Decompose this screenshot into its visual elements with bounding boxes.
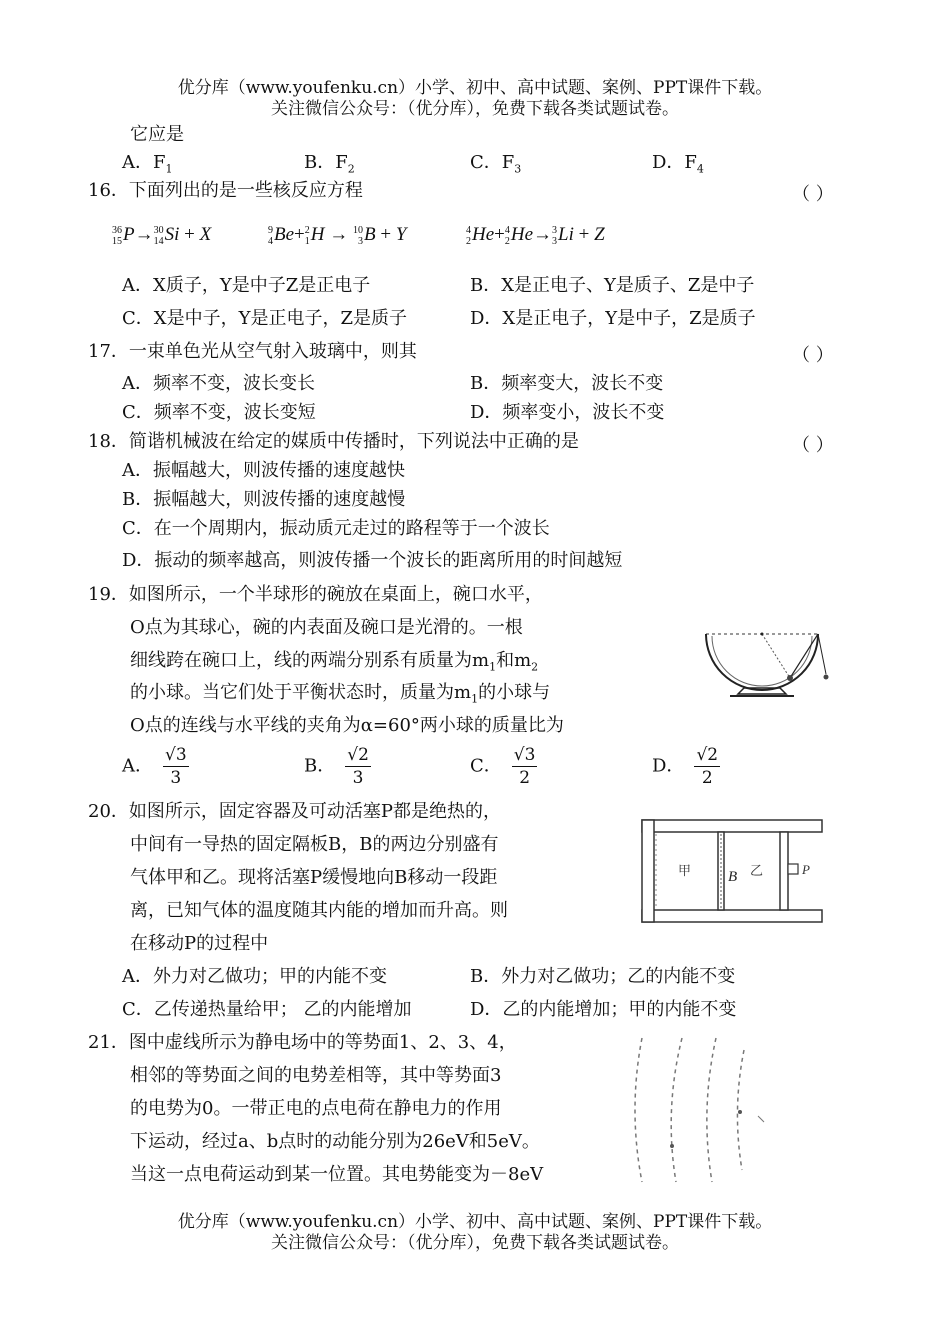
- q20-option-a: A．外力对乙做功；甲的内能不变: [122, 966, 387, 987]
- q17-stem: 17．一束单色光从空气射入玻璃中，则其: [88, 341, 417, 362]
- q20-label-p: P: [802, 862, 810, 877]
- q20-option-d: D．乙的内能增加；甲的内能不变: [470, 999, 737, 1020]
- q15-option-a: A．$F_1$: [122, 152, 173, 176]
- q17-option-b: B．频率变大，波长不变: [470, 373, 664, 394]
- q18-option-d: D．振动的频率越高，则波传播一个波长的距离所用的时间越短: [122, 550, 623, 571]
- q19-line-4: 的小球。当它们处于平衡状态时，质量为$m_1$的小球与: [130, 682, 551, 706]
- q16-equation-3: 4 2 He+ 4 2 He→ 3 3 Li + Z: [466, 224, 605, 247]
- q20-label-jia: 甲: [678, 864, 692, 879]
- q21-line-1: 21．图中虚线所示为静电场中的等势面1、2、3、4，: [88, 1032, 517, 1053]
- q20-line-3: 气体甲和乙。现将活塞P缓慢地向B移动一段距: [130, 867, 498, 888]
- q17-option-d: D．频率变小，波长不变: [470, 402, 665, 423]
- q15-option-b: B．$F_2$: [304, 152, 355, 176]
- q16-stem: 16．下面列出的是一些核反应方程: [88, 180, 363, 201]
- q18-option-c: C．在一个周期内，振动质元走过的路程等于一个波长: [122, 518, 550, 539]
- q16-option-c: C．X是中子，Y是正电子，Z是质子: [122, 308, 407, 329]
- q16-answer-paren: （ ）: [792, 184, 834, 205]
- q19-line-5: O点的连线与水平线的夹角为α=60°两小球的质量比为: [130, 715, 564, 736]
- q21-line-4: 下运动，经过a、b点时的动能分别为26eV和5eV。: [130, 1131, 540, 1152]
- q21-line-2: 相邻的等势面之间的电势差相等，其中等势面3: [130, 1065, 502, 1086]
- q20-container-figure: [640, 818, 825, 924]
- q21-equipotential-figure: [620, 1030, 770, 1190]
- q16-equation-2: 9 4 Be+ 2 1 H → 10 3 B + Y: [268, 224, 407, 247]
- q20-line-1: 20．如图所示，固定容器及可动活塞P都是绝热的，: [88, 801, 502, 822]
- q19-option-b: B． $\frac{√2}{3}$: [304, 745, 369, 788]
- q16-option-a: A．X质子，Y是中子Z是正电子: [122, 275, 371, 296]
- q20-line-2: 中间有一导热的固定隔板B，B的两边分别盛有: [130, 834, 499, 855]
- q21-line-5: 当这一点电荷运动到某一位置。其电势能变为－8eV: [130, 1164, 544, 1185]
- q20-label-b: B: [728, 869, 738, 885]
- q18-stem: 18．简谐机械波在给定的媒质中传播时，下列说法中正确的是: [88, 431, 579, 452]
- q17-answer-paren: （ ）: [792, 345, 834, 366]
- q17-option-c: C．频率不变，波长变短: [122, 402, 316, 423]
- q16-option-d: D．X是正电子，Y是中子，Z是质子: [470, 308, 756, 329]
- q19-line-1: 19．如图所示，一个半球形的碗放在桌面上，碗口水平，: [88, 584, 543, 605]
- q18-answer-paren: （ ）: [792, 435, 834, 456]
- q19-line-3: 细线跨在碗口上，线的两端分别系有质量为$m_1$和$m_2$: [130, 650, 539, 674]
- q19-option-a: A． $\frac{√3}{3}$: [122, 745, 187, 788]
- q17-option-a: A．频率不变，波长变长: [122, 373, 315, 394]
- q20-line-5: 在移动P的过程中: [130, 933, 269, 954]
- q16-equation-1: 36 15 P→ 30 14 Si + X: [112, 224, 212, 247]
- q15-option-d: D．$F_4$: [652, 152, 704, 176]
- q19-option-c: C． $\frac{√3}{2}$: [470, 745, 536, 788]
- q19-option-d: D． $\frac{√2}{2}$: [652, 745, 719, 788]
- q20-option-b: B．外力对乙做功；乙的内能不变: [470, 966, 736, 987]
- q18-option-b: B．振幅越大，则波传播的速度越慢: [122, 489, 406, 510]
- q18-option-a: A．振幅越大，则波传播的速度越快: [122, 460, 405, 481]
- q19-line-2: O点为其球心，碗的内表面及碗口是光滑的。一根: [130, 617, 523, 638]
- q15-option-c: C．$F_3$: [470, 152, 522, 176]
- q20-label-yi: 乙: [750, 864, 764, 879]
- q19-bowl-figure: [700, 622, 835, 702]
- q16-option-b: B．X是正电子、Y是质子、Z是中子: [470, 275, 755, 296]
- q15-stem-tail: 它应是: [130, 124, 184, 145]
- header-line-2: 关注微信公众号：（优分库），免费下载各类试题试卷。: [271, 99, 679, 119]
- footer-line-1: 优分库（www.youfenku.cn）小学、初中、高中试题、案例、PPT课件下载。: [177, 1212, 773, 1232]
- q21-line-3: 的电势为0。一带正电的点电荷在静电力的作用: [130, 1098, 502, 1119]
- header-line-1: 优分库（www.youfenku.cn）小学、初中、高中试题、案例、PPT课件下载。: [177, 78, 773, 98]
- footer-line-2: 关注微信公众号：（优分库），免费下载各类试题试卷。: [271, 1233, 679, 1253]
- q20-option-c: C．乙传递热量给甲； 乙的内能增加: [122, 999, 412, 1020]
- q20-line-4: 离，已知气体的温度随其内能的增加而升高。则: [130, 900, 508, 921]
